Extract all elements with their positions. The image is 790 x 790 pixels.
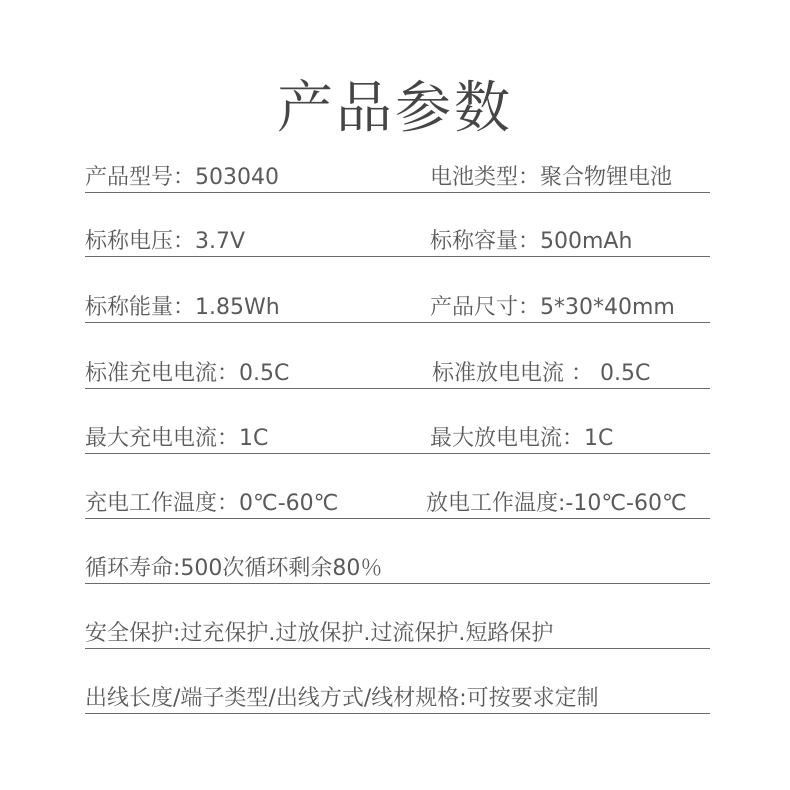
spec-row-protection [85,620,710,649]
spec-protection: 安全保护:过充保护.过放保护.过流保护.短路保护 [85,621,554,646]
spec-max-charge-current: 最大充电电流：1C [85,426,269,451]
spec-nominal-capacity: 标称容量：500mAh [430,229,633,254]
spec-standard-charge-current: 标准充电电流：0.5C [85,361,290,386]
spec-standard-discharge-current: 标准放电电流 ： 0.5C [432,361,651,386]
spec-nominal-energy: 标称能量：1.85Wh [85,295,280,320]
spec-discharge-temperature: 放电工作温度:-10℃-60℃ [426,491,687,516]
spec-row-standard-current [85,360,710,389]
spec-row-voltage-capacity [85,228,710,257]
spec-cycle-life: 循环寿命:500次循环剩余80％ [85,556,383,581]
spec-row-customization [85,685,710,714]
spec-row-max-current [85,425,710,454]
spec-model: 产品型号：503040 [85,165,279,190]
spec-charge-temperature: 充电工作温度：0℃-60℃ [85,491,339,516]
spec-customization: 出线长度/端子类型/出线方式/线材规格:可按要求定制 [85,686,599,711]
spec-row-energy-size [85,294,710,323]
spec-row-cycle-life [85,555,710,584]
spec-row-model-type [85,164,710,193]
spec-battery-type: 电池类型：聚合物锂电池 [430,165,673,190]
spec-product-size: 产品尺寸：5*30*40mm [430,295,675,320]
spec-max-discharge-current: 最大放电电流：1C [430,426,614,451]
spec-row-temperature [85,490,710,519]
spec-nominal-voltage: 标称电压：3.7V [85,229,246,254]
page-title: 产品参数 [277,76,513,141]
